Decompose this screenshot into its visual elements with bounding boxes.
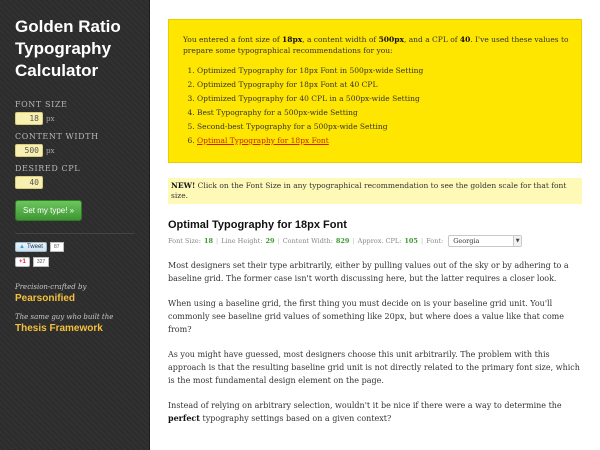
app-title-line-1: Golden Ratio (15, 17, 121, 36)
meta-font-size-label: Font Size: (168, 237, 201, 245)
notice-bar (168, 178, 582, 204)
recommendation-item[interactable] (197, 78, 569, 92)
tweet-button-label: Tweet (26, 244, 43, 250)
google-plus-button[interactable] (15, 257, 30, 267)
meta-separator: | (420, 237, 424, 245)
main-content (168, 0, 582, 425)
summary-text-3: , and a CPL of (403, 35, 460, 44)
summary-intro (183, 34, 569, 56)
font-select-value: Georgia (453, 237, 480, 245)
meta-cpl-label: Approx. CPL: (357, 237, 402, 245)
gplus-row (15, 257, 134, 267)
summary-content-width: 500px (378, 35, 404, 44)
meta-font-size-value[interactable]: 18 (203, 237, 213, 245)
desired-cpl-row (15, 176, 134, 189)
thesis-framework-link[interactable]: Thesis Framework (15, 323, 103, 334)
font-size-input[interactable]: 18 (15, 112, 43, 125)
app-title[interactable] (15, 16, 134, 82)
content-width-row (15, 144, 134, 157)
sidebar-divider (15, 233, 134, 234)
meta-font-label: Font: (426, 237, 444, 245)
font-select[interactable] (448, 235, 522, 247)
recommendation-list (183, 64, 569, 148)
font-size-row (15, 112, 134, 125)
body-paragraph: When using a baseline grid, the first thing you must decide on is your baseline grid unit. You'll commonly see baseline grid values of something like 20px, but where does a value like that come from? (168, 299, 564, 334)
recommendation-item[interactable] (197, 92, 569, 106)
summary-text-1: You entered a font size of (183, 35, 283, 44)
desired-cpl-input[interactable]: 40 (15, 176, 43, 189)
gplus-count: 327 (33, 257, 49, 267)
recommendation-item[interactable] (197, 120, 569, 134)
notice-text: Click on the Font Size in any typographical recommendation to see the golden scale for that font size. (171, 181, 567, 200)
recommendation-label: Optimized Typography for 18px Font at 40 CPL (197, 80, 378, 89)
font-size-label: FONT SIZE (15, 100, 68, 109)
sidebar (0, 0, 150, 450)
credit-intro-2: The same guy who built the (15, 313, 114, 321)
desired-cpl-label: DESIRED CPL (15, 164, 81, 173)
meta-line-height-value: 29 (265, 237, 275, 245)
twitter-bird-icon: ▲ (19, 244, 25, 250)
credit-name-link[interactable]: Pearsonified (15, 293, 76, 304)
content-width-unit: px (46, 146, 55, 155)
app-title-line-3: Calculator (15, 61, 99, 80)
meta-separator: | (215, 237, 219, 245)
body-text: typography settings based on a given context? (200, 414, 392, 423)
meta-separator: | (277, 237, 280, 245)
summary-box (168, 19, 582, 163)
summary-text-2: , a content width of (302, 35, 379, 44)
google-plus-label: +1 (19, 259, 26, 265)
body-paragraph: Most designers set their type arbitrarily, either by pulling values out of the sky or by adhering to a baseline grid. The former case isn't worth discussing here, but the latter requires a closer look. (168, 261, 569, 283)
chevron-down-icon[interactable]: ▼ (513, 236, 521, 246)
section-title: Optimal Typography for 18px Font (168, 219, 347, 231)
recommendation-label: Optimized Typography for 18px Font in 500px-wide Setting (197, 66, 424, 75)
summary-cpl: 40 (459, 35, 471, 44)
body-paragraph (168, 399, 582, 425)
new-badge: NEW! (171, 181, 196, 190)
content-width-input[interactable]: 500 (15, 144, 43, 157)
content-width-label: CONTENT WIDTH (15, 132, 99, 141)
font-size-unit: px (46, 114, 55, 123)
meta-line-height-label: Line Height: (221, 237, 263, 245)
body-paragraph: As you might have guessed, most designers choose this unit arbitrarily. The problem with this approach is that the resulting baseline grid unit is not directly related to the primary font size, which is the most fundamental design element on the page. (168, 350, 580, 385)
credit-intro: Precision-crafted by (15, 283, 87, 291)
set-my-type-button[interactable]: Set my type! » (15, 200, 82, 221)
meta-content-width-value: 829 (335, 237, 350, 245)
body-emphasis: perfect (168, 413, 200, 423)
app-title-line-2: Typography (15, 39, 112, 58)
tweet-row (15, 242, 134, 252)
recommendation-label: Optimized Typography for 40 CPL in a 500px-wide Setting (197, 94, 420, 103)
tweet-button[interactable] (15, 242, 47, 252)
recommendation-item[interactable] (197, 106, 569, 120)
meta-cpl-value: 105 (404, 237, 418, 245)
typography-meta (168, 235, 582, 247)
summary-font-size: 18px (282, 35, 303, 44)
recommendation-label: Best Typography for a 500px-wide Setting (197, 108, 358, 117)
meta-content-width-label: Content Width: (282, 237, 333, 245)
meta-separator: | (352, 237, 355, 245)
summary-text-4: . I've used these values to prepare some typographical recommendations for you: (183, 35, 569, 55)
recommendation-item-active[interactable] (197, 134, 569, 148)
recommendation-link[interactable]: Optimal Typography for 18px Font (197, 136, 329, 145)
recommendation-item[interactable] (197, 64, 569, 78)
recommendation-label: Second-best Typography for a 500px-wide Setting (197, 122, 388, 131)
body-text: Instead of relying on arbitrary selection, wouldn't it be nice if there were a way to determine the (168, 401, 562, 410)
tweet-count: 87 (50, 242, 64, 252)
